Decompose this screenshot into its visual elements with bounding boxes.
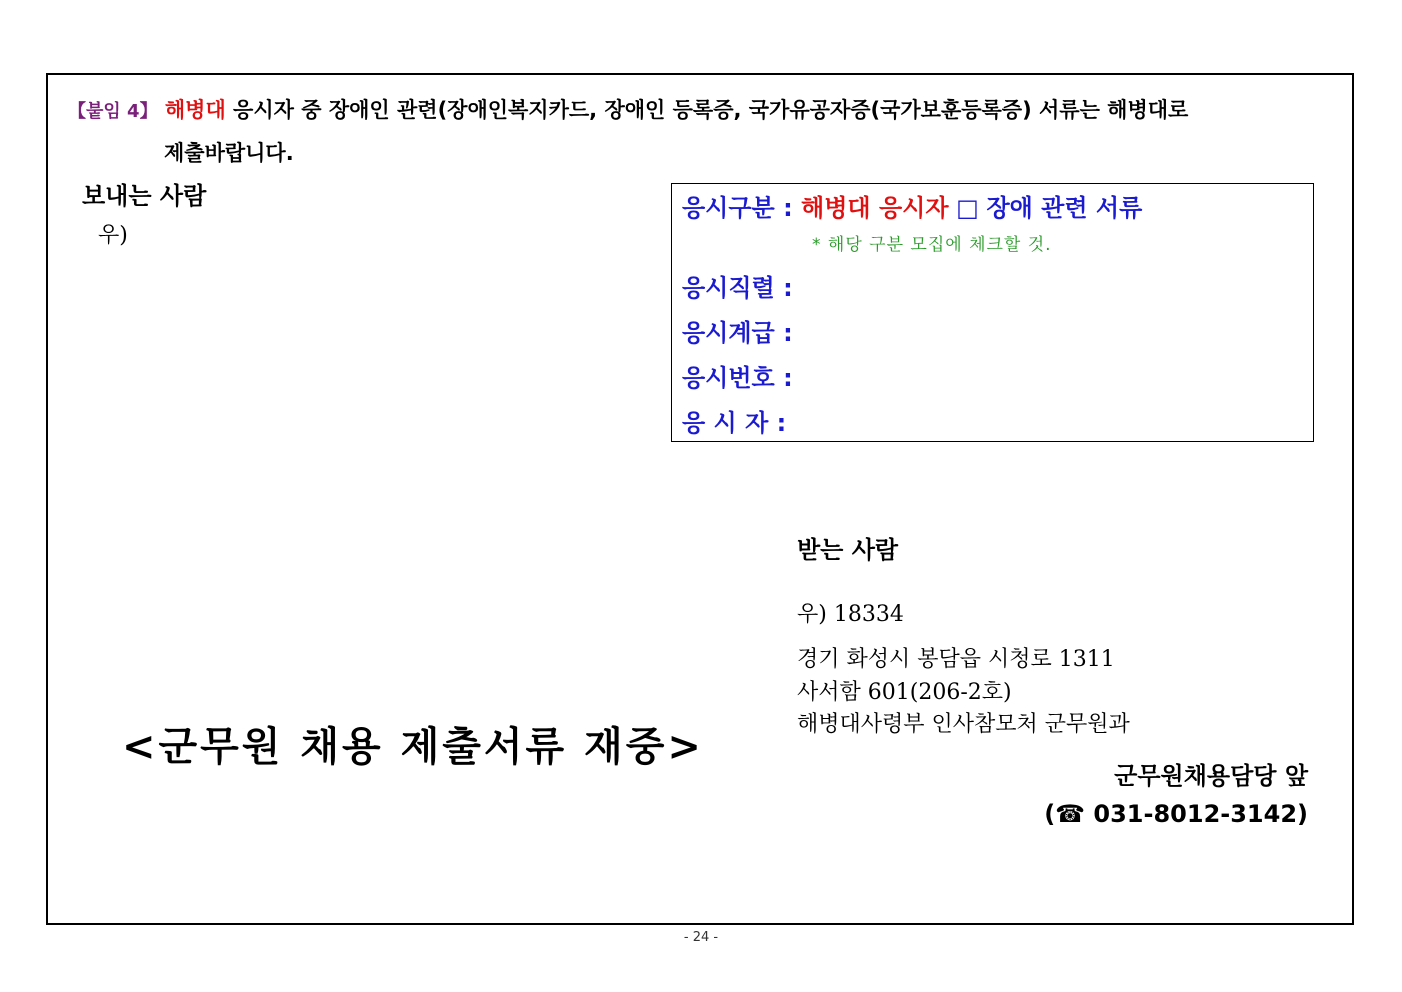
- applicant-row: 응 시 자 :: [682, 409, 787, 437]
- sender-postal-code: 우): [98, 223, 128, 248]
- number-row: 응시번호 :: [682, 364, 793, 392]
- receiver-address-line-3: 해병대사령부 인사참모처 군무원과: [797, 712, 1130, 737]
- notice-line-2: 제출바랍니다.: [164, 141, 294, 165]
- sender-title: 보내는 사람: [82, 182, 207, 210]
- category-tail: 장애 관련 서류: [986, 194, 1143, 222]
- notice-line: [68, 97, 1338, 124]
- page-number: - 24 -: [683, 930, 719, 945]
- notice-text: 응시자 중 장애인 관련(장애인복지카드, 장애인 등록증, 국가유공자증(국가보훈등록증) 서류는 해병대로: [225, 98, 1189, 122]
- attachment-tag: 【붙임 4】: [68, 101, 158, 122]
- receiver-attention: 군무원채용담당 앞: [1114, 762, 1308, 790]
- receiver-phone: (☎ 031-8012-3142): [1044, 800, 1308, 828]
- receiver-title: 받는 사람: [797, 536, 899, 564]
- category-row: [682, 188, 1142, 223]
- category-value: 해병대 응시자: [801, 194, 949, 222]
- category-label: 응시구분 :: [682, 194, 802, 222]
- applicant-info-box: [671, 183, 1314, 442]
- job-row: 응시직렬 :: [682, 274, 793, 302]
- category-note: * 해당 구분 모집에 체크할 것.: [812, 235, 1052, 255]
- receiver-address-line-1: 경기 화성시 봉담읍 시청로 1311: [797, 647, 1115, 672]
- receiver-postal-code: 우) 18334: [797, 602, 904, 627]
- checkbox-icon[interactable]: □: [948, 194, 987, 222]
- receiver-address-line-2: 사서함 601(206-2호): [797, 680, 1012, 705]
- envelope-title: <군무원 채용 제출서류 재중>: [122, 723, 704, 770]
- grade-row: 응시계급 :: [682, 319, 793, 347]
- notice-corps: 해병대: [164, 98, 226, 122]
